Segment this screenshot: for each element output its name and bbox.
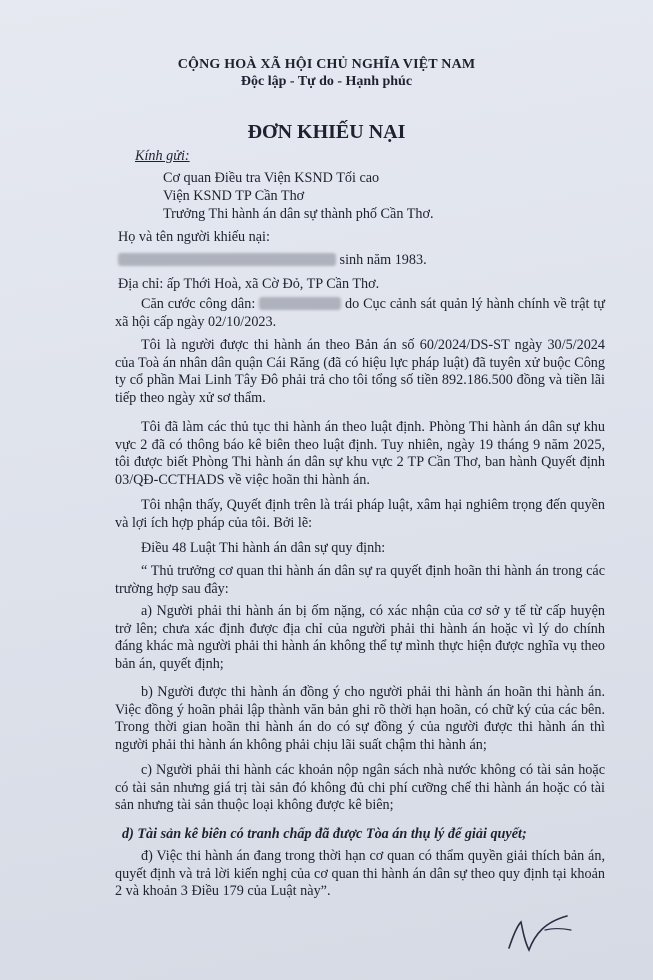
name-label: Họ và tên người khiếu nại:: [118, 229, 270, 245]
paragraph-article-48: Điều 48 Luật Thi hành án dân sự quy định:: [141, 540, 386, 556]
birth-year: sinh năm 1983.: [339, 252, 427, 268]
redacted-id-number: [259, 297, 341, 310]
clause-a: a) Người phải thi hành án bị ốm nặng, có xác nhận của cơ sở y tế từ cấp huyện trở lên; chưa xác định được địa chỉ của người phải thi hành án hoặc vì lý do chính đáng khác mà người phải thi hành án không thể tự mình thực hiện được nghĩa vụ theo bản án, quyết định;: [115, 603, 605, 672]
name-birth-line: [118, 252, 427, 269]
recipient-line: Trưởng Thi hành án dân sự thành phố Cần Thơ.: [163, 206, 434, 222]
id-prefix: Căn cước công dân:: [141, 296, 256, 312]
country-header: CỘNG HOÀ XÃ HỘI CHỦ NGHĨA VIỆT NAM: [177, 57, 476, 72]
address: Địa chỉ: ấp Thới Hoà, xã Cờ Đỏ, TP Cần Thơ.: [118, 276, 380, 292]
motto: Độc lập - Tự do - Hạnh phúc: [240, 74, 413, 89]
paragraph-judgment: Tôi là người được thi hành án theo Bản án số 60/2024/DS-ST ngày 30/5/2024 của Toà án nhân dân quận Cái Răng (đã có hiệu lực pháp luật) đã tuyên xử buộc Công ty cổ phần Mai Linh Tây Đô phải trả cho tôi tổng số tiền 892.186.500 đồng và tiền lãi tiếp theo ngày xử sơ thẩm.: [115, 337, 605, 406]
recipient-label: Kính gửi:: [135, 148, 190, 164]
clause-dd: đ) Việc thi hành án đang trong thời hạn cơ quan có thẩm quyền giải thích bản án, quyết định và trả lời kiến nghị của cơ quan thi hành án dân sự theo quy định tại khoản 2 và khoản 3 Điều 179 của Luật này”.: [115, 848, 605, 899]
clause-b: b) Người được thi hành án đồng ý cho người phải thi hành án hoãn thi hành án. Việc đồng ý hoãn phải lập thành văn bản ghi rõ thời hạn hoãn, có chữ ký của các bên. Trong thời gian hoãn thi hành án do có sự đồng ý của người được thi hành án thì người phải thi hành án không phải chịu lãi suất chậm thi hành án;: [115, 684, 605, 753]
recipient-line: Viện KSND TP Cần Thơ: [163, 188, 305, 204]
id-suffix: do Cục cảnh sát quản lý hành chính về trật tự xã hội cấp ngày 02/10/2023.: [115, 296, 605, 330]
clause-d: d) Tài sản kê biên có tranh chấp đã được Tòa án thụ lý để giải quyết;: [122, 826, 527, 842]
document-title: ĐƠN KHIẾU NẠI: [247, 121, 406, 143]
signature-mark: [505, 908, 575, 958]
paragraph-claim: Tôi nhận thấy, Quyết định trên là trái pháp luật, xâm hại nghiêm trọng đến quyền và lợi ích hợp pháp của tôi. Bởi lẽ:: [115, 497, 605, 531]
recipient-line: Cơ quan Điều tra Viện KSND Tối cao: [163, 170, 380, 186]
clause-c: c) Người phải thi hành các khoản nộp ngân sách nhà nước không có tài sản hoặc có tài sản nhưng giá trị tài sản đó không đủ chi phí cưỡng chế thi hành án hoặc có tài sản nhưng tài sản thuộc loại không được kê biên;: [115, 762, 605, 813]
quote-intro: “ Thủ trưởng cơ quan thi hành án dân sự ra quyết định hoãn thi hành án trong các trường hợp sau đây:: [115, 563, 605, 597]
redacted-name: [118, 253, 336, 266]
id-card-paragraph: [115, 296, 605, 331]
paragraph-procedure: Tôi đã làm các thủ tục thi hành án theo luật định. Phòng Thi hành án dân sự khu vực 2 đã có thông báo kê biên theo luật định. Tuy nhiên, ngày 19 tháng 9 năm 2025, tôi được biết Phòng Thi hành án dân sự khu vực 2 TP Cần Thơ, ban hành Quyết định 03/QĐ-CCTHADS về việc hoãn thi hành án.: [115, 419, 605, 488]
